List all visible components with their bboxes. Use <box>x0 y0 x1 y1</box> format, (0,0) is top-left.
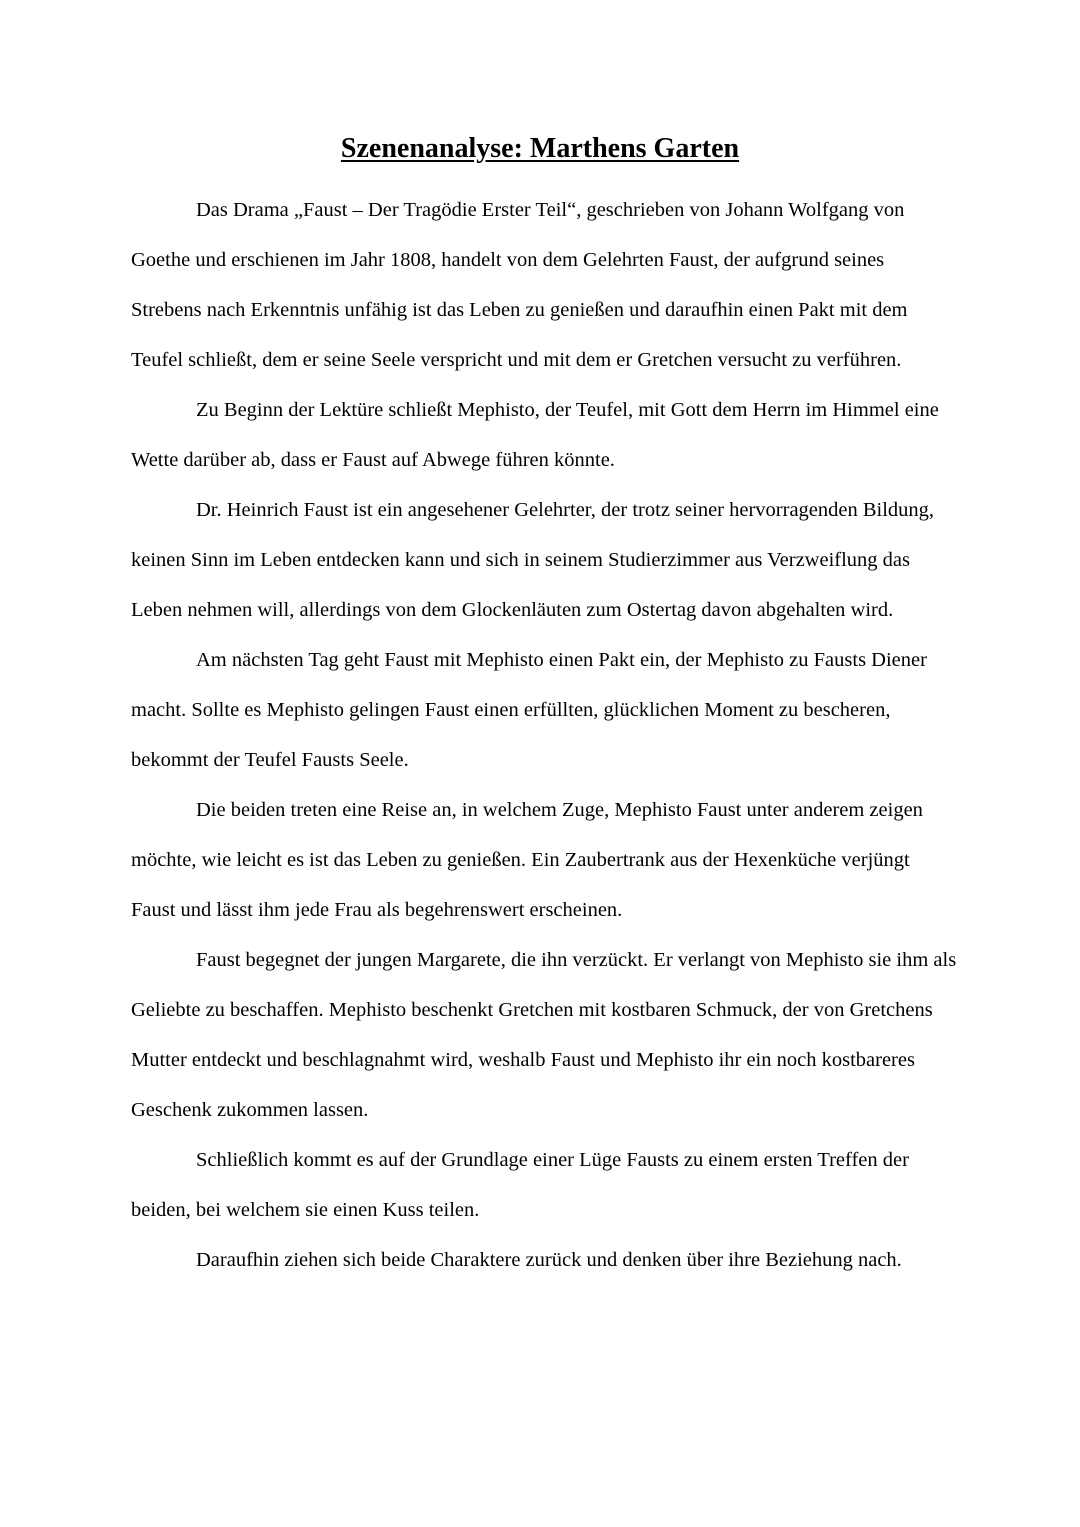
paragraph-first-meeting: Schließlich kommt es auf der Grundlage einer Lüge Fausts zu einem ersten Treffen der beiden, bei welchem sie einen Kuss teilen. <box>131 1149 909 1221</box>
paragraph-wager: Zu Beginn der Lektüre schließt Mephisto, der Teufel, mit Gott dem Herrn im Himmel eine Wette darüber ab, dass er Faust auf Abwege führen könnte. <box>131 399 939 471</box>
paragraph-pact: Am nächsten Tag geht Faust mit Mephisto einen Pakt ein, der Mephisto zu Fausts Diener macht. Sollte es Mephisto gelingen Faust einen erfüllten, glücklichen Moment zu bescheren, bekommt der Teufel Fausts Seele. <box>131 649 927 771</box>
paragraph-faust-despair: Dr. Heinrich Faust ist ein angesehener Gelehrter, der trotz seiner hervorragenden Bildung, keinen Sinn im Leben entdecken kann und sich in seinem Studierzimmer aus Verzweiflung das Leben nehmen will, allerdings von dem Glockenläuten zum Ostertag davon abgehalten wird. <box>131 499 935 621</box>
paragraph-journey: Die beiden treten eine Reise an, in welchem Zuge, Mephisto Faust unter anderem zeigen möchte, wie leicht es ist das Leben zu genießen. Ein Zaubertrank aus der Hexenküche verjüngt Faust und lässt ihm jede Frau als begehrenswert erscheinen. <box>131 799 923 921</box>
page-title: Szenenanalyse: Marthens Garten <box>340 133 740 164</box>
paragraph-margarete: Faust begegnet der jungen Margarete, die ihn verzückt. Er verlangt von Mephisto sie ihm als Geliebte zu beschaffen. Mephisto beschenkt Gretchen mit kostbaren Schmuck, der von Gretchens Mutter entdeckt und beschlagnahmt wird, weshalb Faust und Mephisto ihr ein noch kostbareres Geschenk zukommen lassen. <box>131 949 957 1121</box>
document-body <box>131 185 957 1285</box>
paragraph-reflection: Daraufhin ziehen sich beide Charaktere zurück und denken über ihre Beziehung nach. <box>196 1249 902 1271</box>
paragraph-intro: Das Drama „Faust – Der Tragödie Erster Teil“, geschrieben von Johann Wolfgang von Goethe und erschienen im Jahr 1808, handelt von dem Gelehrten Faust, der aufgrund seines Strebens nach Erkenntnis unfähig ist das Leben zu genießen und daraufhin einen Pakt mit dem Teufel schließt, dem er seine Seele verspricht und mit dem er Gretchen versucht zu verführen. <box>131 199 908 371</box>
